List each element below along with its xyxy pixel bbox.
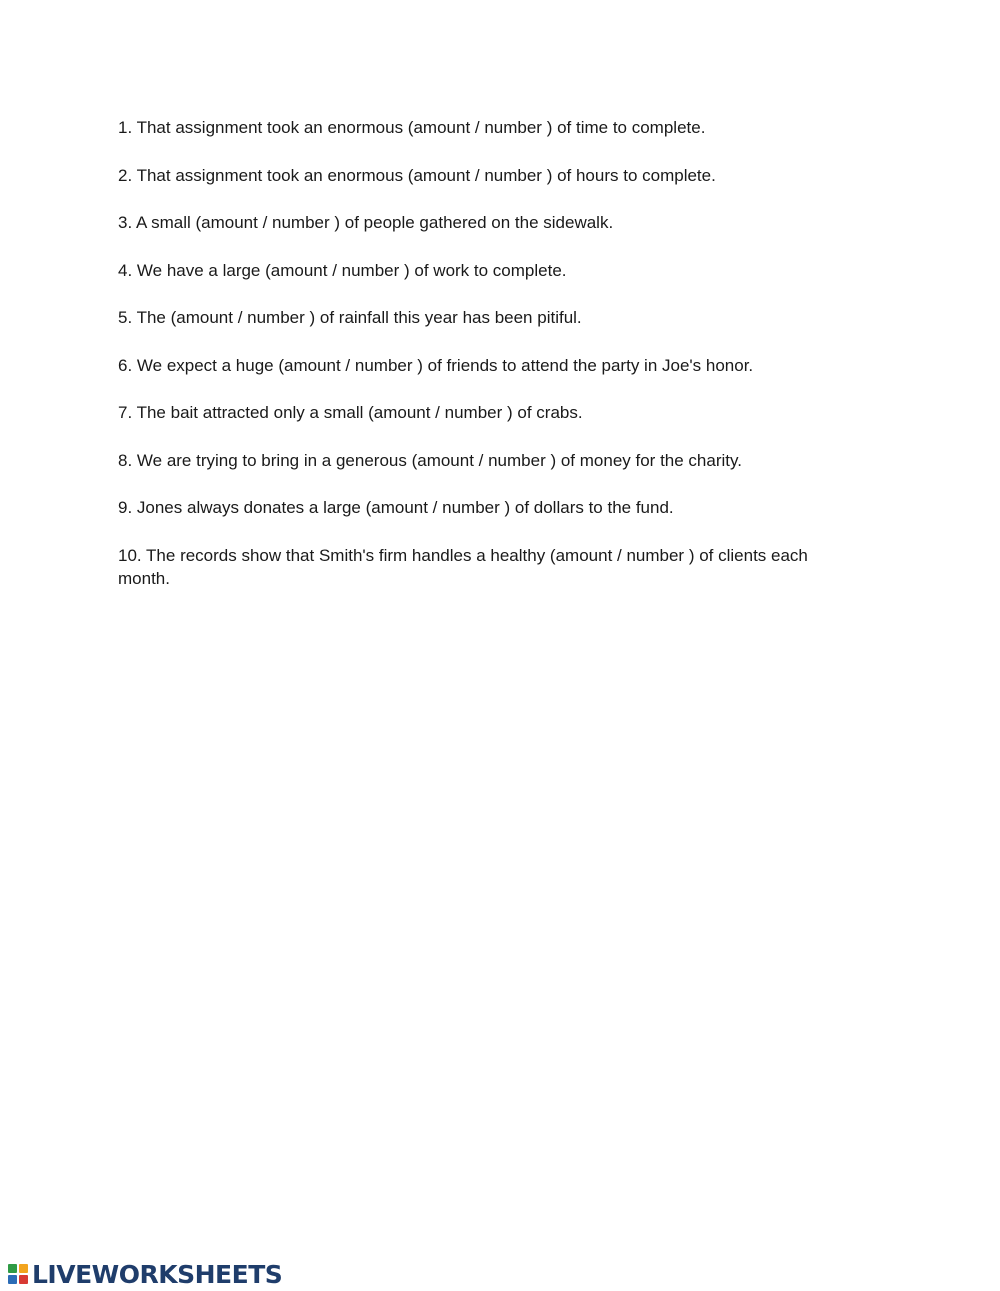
question-9: 9. Jones always donates a large (amount / number ) of dollars to the fund. — [118, 498, 674, 517]
question-1: 1. That assignment took an enormous (amount / number ) of time to complete. — [118, 118, 706, 137]
question-list — [118, 116, 858, 615]
question-4: 4. We have a large (amount / number ) of work to complete. — [118, 260, 567, 280]
question-10: 10. The records show that Smith's firm handles a healthy (amount / number ) of clients each month. — [118, 545, 808, 588]
logo-text: LIVEWORKSHEETS — [32, 1259, 283, 1289]
question-3: 3. A small (amount / number ) of people gathered on the sidewalk. — [118, 213, 614, 232]
question-7: 7. The bait attracted only a small (amount / number ) of crabs. — [118, 403, 583, 422]
logo-square-red — [19, 1275, 28, 1284]
question-5: 5. The (amount / number ) of rainfall this year has been pitiful. — [118, 308, 582, 327]
logo-square-orange — [19, 1264, 28, 1273]
question-2: 2. That assignment took an enormous (amount / number ) of hours to complete. — [118, 165, 716, 185]
liveworksheets-logo-icon — [8, 1264, 28, 1284]
question-6: 6. We expect a huge (amount / number ) of friends to attend the party in Joe's honor. — [118, 355, 754, 375]
logo-square-green — [8, 1264, 17, 1273]
liveworksheets-logo — [8, 1258, 282, 1290]
question-8: 8. We are trying to bring in a generous (amount / number ) of money for the charity. — [118, 450, 742, 470]
logo-square-blue — [8, 1275, 17, 1284]
